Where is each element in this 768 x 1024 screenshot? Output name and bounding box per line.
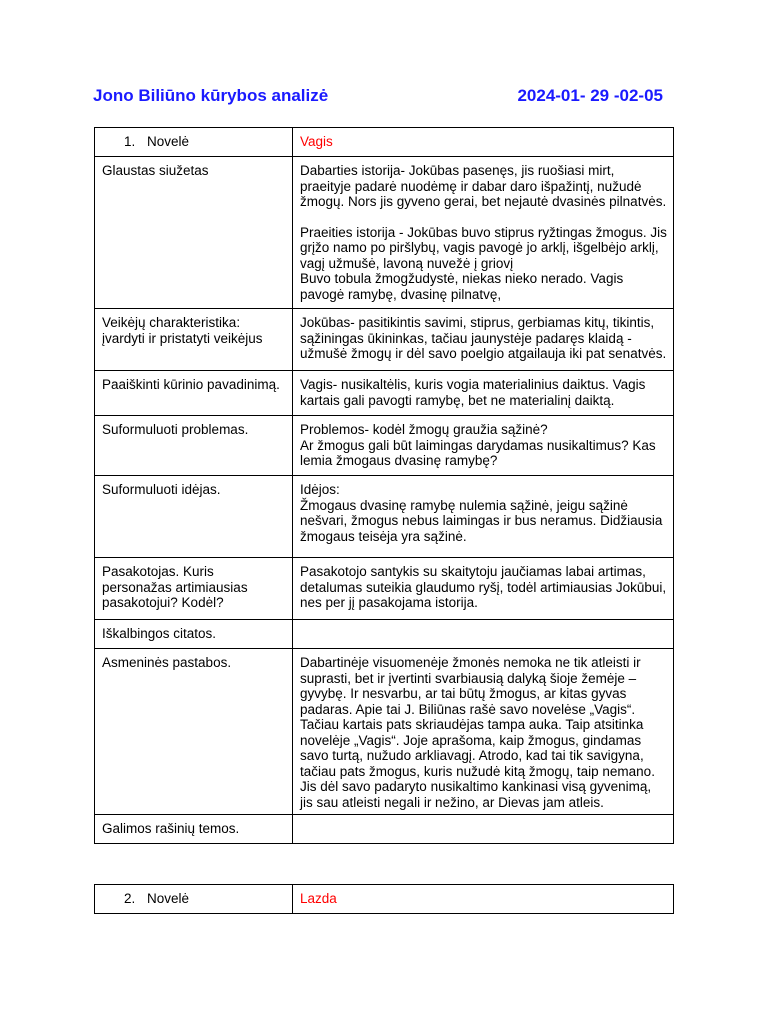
plot-past-line: Praeities istorija - Jokūbas buvo stiprus ryžtingas žmogus. Jis grįžo namo po piršlybų, vagis pavogė jo arklį, išgelbėjo arklį, vagį užmušė, lavoną nuvežė į griovį [300,224,667,271]
row-content [293,416,674,476]
row-label: Veikėjų charakteristika: įvardyti ir pristatyti veikėjus [95,309,293,371]
problems-line: Problemos- kodėl žmogų graužia sąžinė? [300,422,548,437]
row-content [293,815,674,844]
novel-number-cell [95,885,293,914]
document-header [93,86,663,110]
row-content [293,620,674,649]
novel-number-cell [95,128,293,157]
table-row [95,309,674,371]
table-heading-row [95,885,674,914]
row-content: Vagis- nusikaltėlis, kuris vogia materialinius daiktus. Vagis kartais gali pavogti ramybę, bet ne materialinį daiktą. [293,371,674,416]
analysis-table-1 [94,127,674,844]
novel-label: Novelė [147,134,190,149]
plot-past-line: Buvo tobula žmogžudystė, niekas nieko nerado. Vagis pavogė ramybę, dvasinę pilnatvę, [300,271,624,302]
table-row [95,416,674,476]
novel-label: Novelė [147,891,190,906]
row-content: Dabartinėje visuomenėje žmonės nemoka ne tik atleisti ir suprasti, bet ir įvertinti svarbiausią dalyką šioje žemėje – gyvybę. Ir nesvarbu, ar tai būtų žmogus, ar kitas gyvas padaras. Apie tai J. Biliūnas rašė savo novelėse „Vagis“. Tačiau kartais pats skriaudėjas tampa auka. Taip atsitinka novelėje „Vagis“. Joje aprašoma, kaip žmogus, gindamas savo turtą, nužudo arkliavagį. Atrodo, kad tai tik savigyna, tačiau pats žmogus, kuris nužudė kitą žmogų, taip nemano. Jis dėl savo padaryto nusikaltimo kankinasi visą gyvenimą, jis sau atleisti negali ir nežino, ar Dievas jam atleis. [293,649,674,815]
table-row [95,371,674,416]
ideas-line: Žmogaus dvasinę ramybę nulemia sąžinė, jeigu sąžinė nešvari, žmogus nebus laimingas ir bus neramus. Didžiausia žmogaus teisėja yra sąžinė. [300,497,663,544]
analysis-table-2 [94,884,674,914]
row-label: Suformuluoti idėjas. [95,476,293,558]
table-heading-row [95,128,674,157]
row-label: Suformuluoti problemas. [95,416,293,476]
row-content [293,157,674,309]
row-content: Jokūbas- pasitikintis savimi, stiprus, gerbiamas kitų, tikintis, sąžiningas ūkininkas, tačiau jaunystėje padaręs klaidą - užmušė žmogų ir dėl savo poelgio atgailauja iki pat senatvės. [293,309,674,371]
row-label: Asmeninės pastabos. [95,649,293,815]
problems-line: Ar žmogus gali būt laimingas darydamas nusikaltimus? Kas lemia žmogaus dvasinę ramybę? [300,437,656,468]
novel-title: Lazda [293,885,674,914]
row-label: Glaustas siužetas [95,157,293,309]
table-row [95,815,674,844]
row-label: Iškalbingos citatos. [95,620,293,649]
row-label: Galimos rašinių temos. [95,815,293,844]
document-date: 2024-01- 29 -02-05 [517,86,663,105]
document-title: Jono Biliūno kūrybos analizė [93,86,329,105]
novel-number: 2. [124,891,136,906]
table-row [95,157,674,309]
plot-present-paragraph: Dabarties istorija- Jokūbas pasenęs, jis ruošiasi mirt, praeityje padarė nuodėmę ir dabar daro išpažintį, nužudė žmogų. Nors jis gyveno gerai, bet nejautė dvasinės pilnatvės. [300,163,667,209]
row-content: Pasakotojo santykis su skaitytoju jaučiamas labai artimas, detalumas suteikia glaudumo ryšį, todėl artimiausias Jokūbui, nes per jį pasakojama istorija. [293,558,674,620]
ideas-line: Idėjos: [300,482,340,497]
table-row [95,649,674,815]
table-row [95,558,674,620]
row-label: Pasakotojas. Kuris personažas artimiausias pasakotojui? Kodėl? [95,558,293,620]
novel-number: 1. [124,134,136,149]
table-row [95,476,674,558]
plot-past-paragraph [300,225,667,303]
row-label: Paaiškinti kūrinio pavadinimą. [95,371,293,416]
novel-title: Vagis [293,128,674,157]
row-content [293,476,674,558]
table-row [95,620,674,649]
